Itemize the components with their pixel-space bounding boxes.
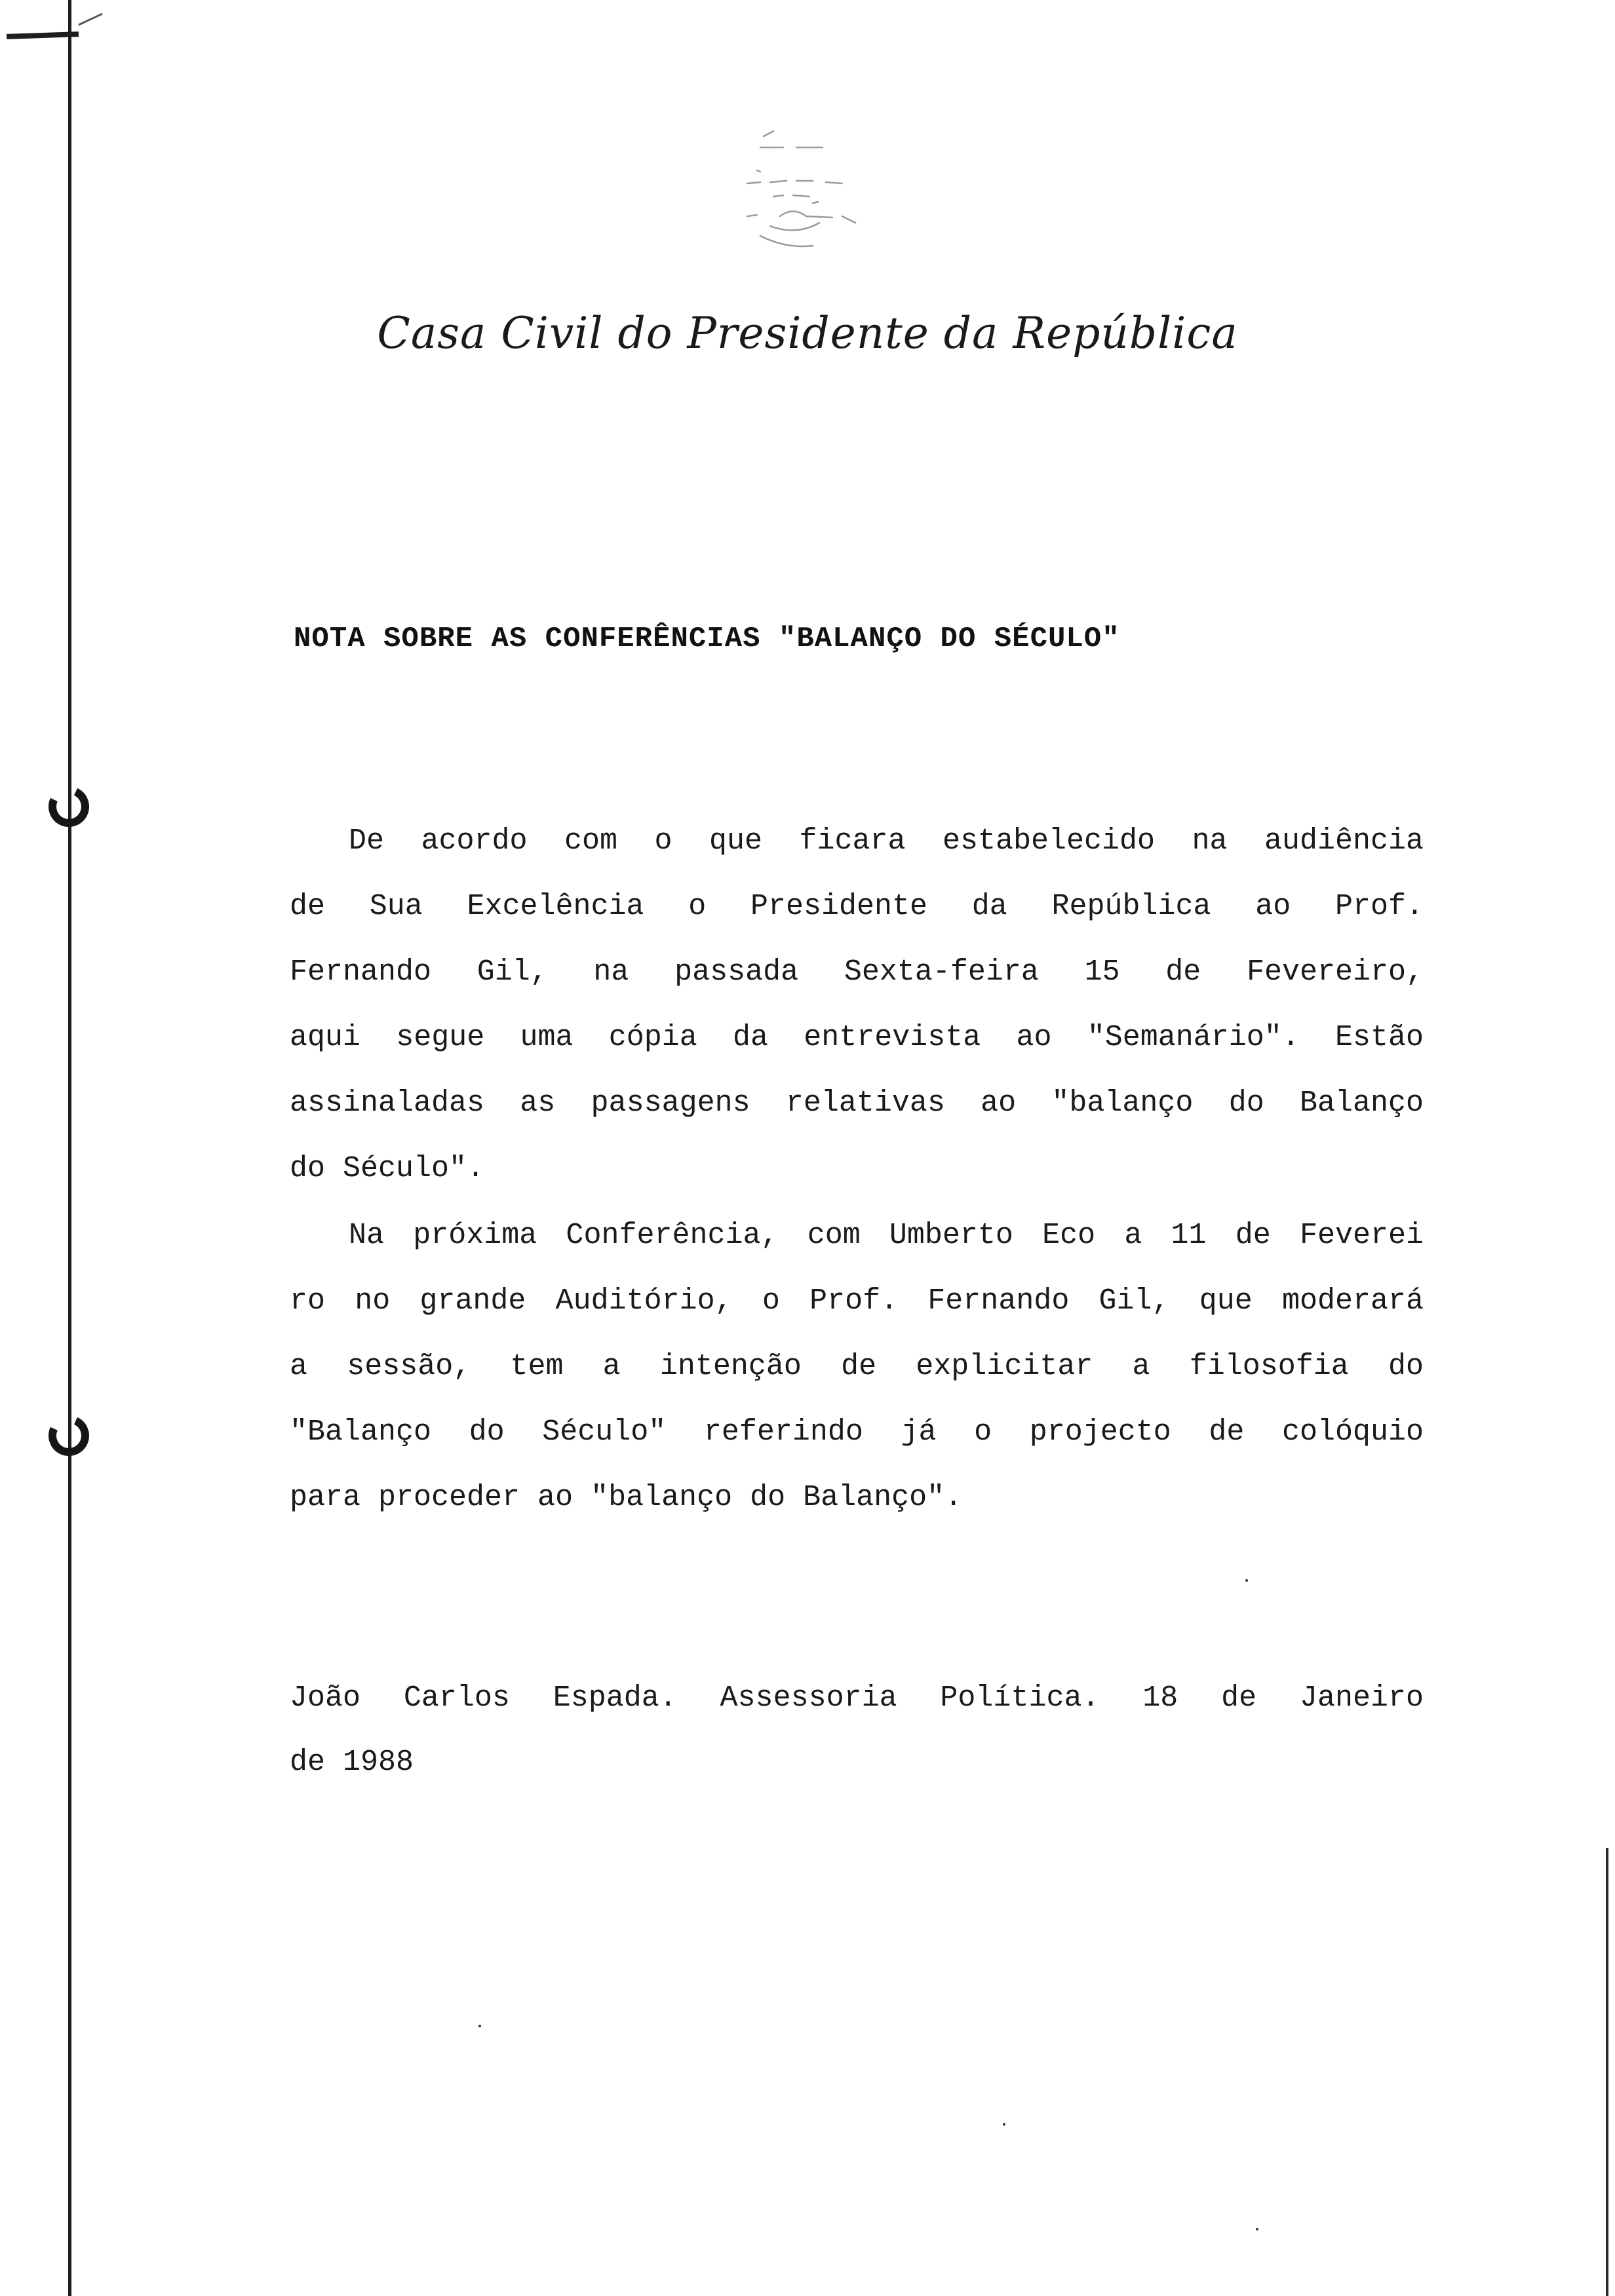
punch-hole-icon bbox=[43, 780, 94, 832]
document-title: NOTA SOBRE AS CONFERÊNCIAS "BALANÇO DO SÉCULO" bbox=[294, 622, 1120, 655]
text-line: De acordo com o que ficara estabelecido na audiência bbox=[349, 824, 1424, 858]
speck bbox=[478, 2025, 481, 2027]
text-line: aqui segue uma cópia da entrevista ao "Semanário". Estão bbox=[290, 1021, 1424, 1054]
text-line: Fernando Gil, na passada Sexta-feira 15 de Fevereiro, bbox=[290, 955, 1424, 989]
text-line: para proceder ao "balanço do Balanço". bbox=[290, 1481, 963, 1514]
signature-line: João Carlos Espada. Assessoria Política. 18 de Janeiro bbox=[290, 1681, 1424, 1715]
speck bbox=[1256, 2228, 1258, 2230]
signature-date: de 1988 bbox=[290, 1746, 414, 1779]
binding-mark-small bbox=[78, 13, 103, 26]
text-line: do Século". bbox=[290, 1152, 485, 1185]
coat-of-arms-icon bbox=[734, 118, 865, 269]
speck bbox=[1245, 1579, 1248, 1582]
letterhead: Casa Civil do Presidente da República bbox=[377, 308, 1238, 358]
text-line: "Balanço do Século" referindo já o projecto de colóquio bbox=[290, 1415, 1424, 1449]
speck bbox=[1003, 2123, 1005, 2126]
text-line: de Sua Excelência o Presidente da República ao Prof. bbox=[290, 890, 1424, 923]
punch-hole-icon bbox=[43, 1409, 94, 1461]
page-edge bbox=[1606, 1848, 1608, 2296]
text-line: assinaladas as passagens relativas ao "balanço do Balanço bbox=[290, 1086, 1424, 1120]
text-line: Na próxima Conferência, com Umberto Eco a 11 de Feverei bbox=[349, 1219, 1424, 1252]
text-line: a sessão, tem a intenção de explicitar a filosofia do bbox=[290, 1350, 1424, 1383]
text-line: ro no grande Auditório, o Prof. Fernando Gil, que moderará bbox=[290, 1284, 1424, 1318]
